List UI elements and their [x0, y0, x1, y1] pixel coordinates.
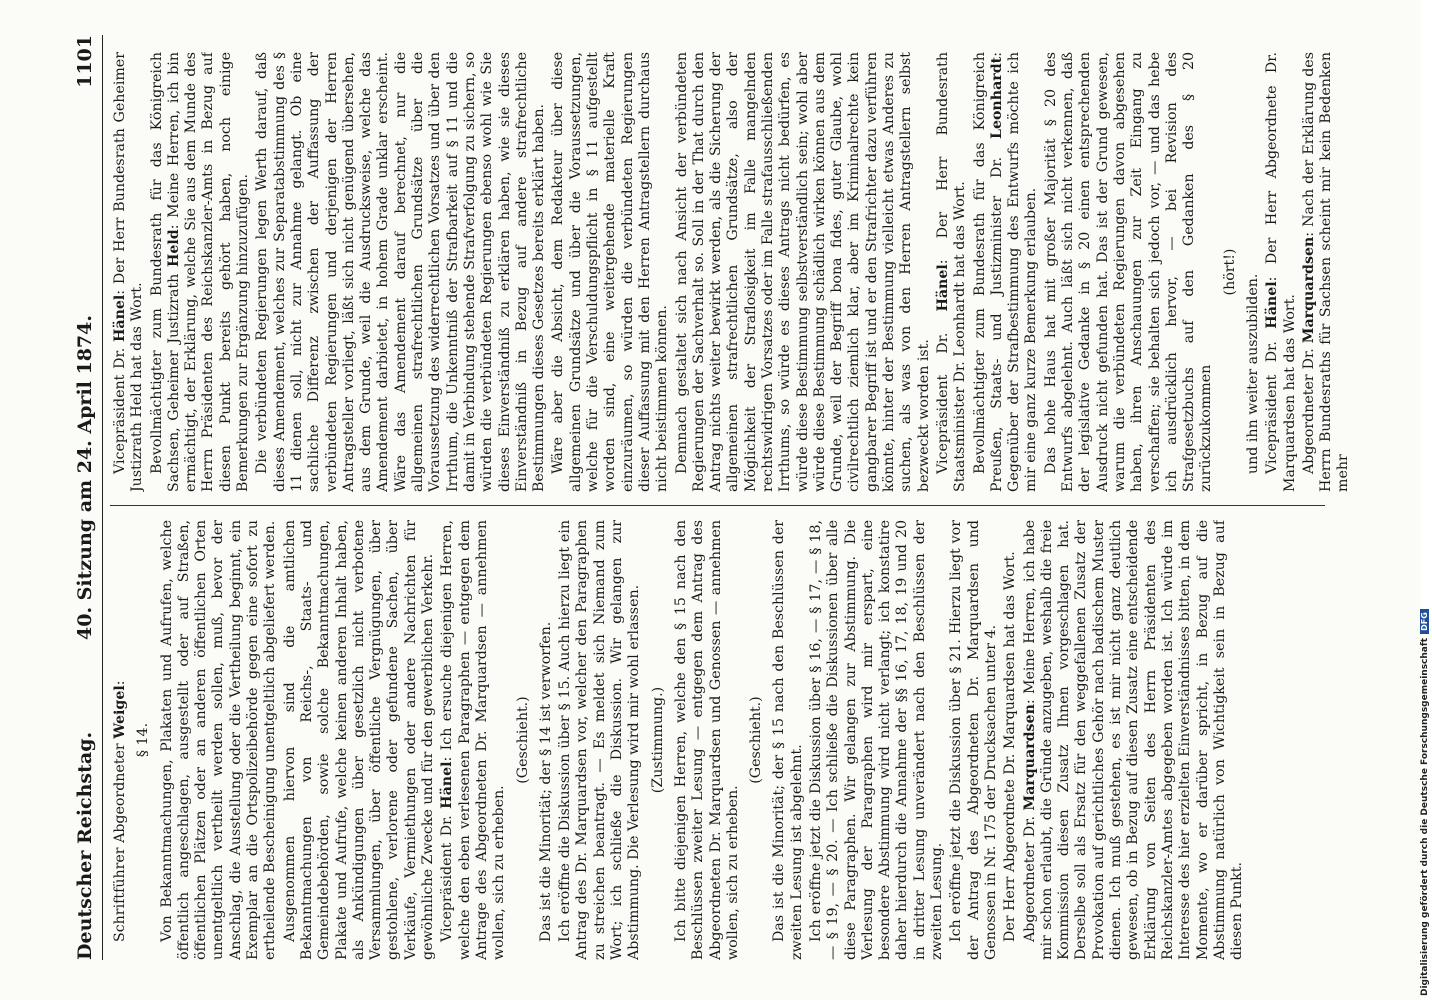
speaker-role: Schriftführer Abgeordneter	[112, 738, 128, 942]
body-paragraph: Ausgenommen hiervon sind die amtlichen Bekanntmachungen von Reichs-, Staats- und Gemeindebehörden, sowie solche Bekanntmachungen, Plakate und Aufrufe, welche keinen anderen Inhalt haben, als Ankündigungen über gesetzlich nicht verbotene Versammlungen, über öffentliche Vergnügungen, über gestohlene, verlorene oder gefundene Sachen, über Verkäufe, Vermiethungen oder andere Nachrichten für gewöhnliche Zwecke und für den gewerblichen Verkehr.	[281, 520, 437, 960]
body-paragraph: Ich eröffne jetzt die Diskussion über § 21. Hierzu liegt vor der Antrag des Abgeordneten Dr. Marquardsen und Genossen in Nr. 175 der Drucksachen unter 4.	[948, 520, 999, 960]
speaker-name: Marquardsen	[1300, 236, 1317, 344]
page-header	[72, 35, 103, 960]
dfg-credit	[1420, 6, 1430, 996]
centered-line: § 14.	[135, 722, 152, 758]
speaker-paragraph	[1264, 52, 1299, 492]
right-column	[112, 52, 1392, 492]
body-paragraph: Das ist die Minorität; der § 14 ist verworfen.	[537, 621, 554, 942]
speaker-role: Bevollmächtigter zum Bundesrath für das Königreich Sachsen, Geheimer Justizrath	[148, 52, 182, 492]
speaker-paragraph	[972, 52, 1041, 492]
body-paragraph: und ihn weiter auszubilden.	[1245, 273, 1261, 474]
body-paragraph: Die verbündeten Regierungen legen Werth darauf, daß dieses Amendement, welches zur Separatabstimmung des § 11 dienen soll, nicht zur Annahme gelangt. Ob eine sachliche Differenz zwischen der Auffassung der verbündeten Regierungen und derjenigen der Herren Antragsteller vorliegt, läßt sich nicht genügend übersehen, aus dem Grunde, weil die Ausdrucksweise, welche das Amendement darbietet, in hohem Grade unklar erscheint. Wäre das Amendement darauf berechnet, nur die allgemeinen strafrechtlichen Grundsätze über die Voraussetzung des widerrechtlichen Vorsatzes und über den Irrthum, die Unkenntniß der Strafbarkeit auf § 11 und die damit in Verbindung stehende Strafverfolgung zu sichern, so würden die verbündeten Regierungen ebenso wohl wie Sie dieses Einverständniß zu erklären haben, wie sie dieses Einverständniß in Bezug auf andere strafrechtliche Bestimmungen dieses Gesetzes bereits erklärt haben.	[254, 52, 548, 492]
speaker-paragraph	[439, 520, 508, 960]
dfg-logo: DFG	[1420, 609, 1429, 634]
speaker-role: Vicepräsident Dr.	[1264, 328, 1281, 474]
centered-line: (Geschieht.)	[514, 696, 531, 784]
speech-text: : Der Herr Abgeordnete Dr. Marquardsen hat das Wort.	[1264, 52, 1298, 492]
dfg-credit-text: Digitalisierung gefördert durch die Deutsche Forschungsgemeinschaft	[1420, 637, 1430, 996]
speech-text: : Meine Herren, ich bin ermächtigt, der Erklärung, welche Sie aus dem Munde des Herrn Präsidenten des Reichskanzler-Amts in Bezug auf diesen Punkt bereits gehört haben, noch einige Bemerkungen zur Ergänzung hinzuzufügen.	[165, 52, 252, 492]
speaker-role: Abgeordneter Dr.	[1300, 343, 1317, 474]
body-paragraph: Ich eröffne jetzt die Diskussion über § 16, — § 17, — § 18, — § 19, — § 20. — Ich schließe die Diskussionen über alle diese Paragraphen. Wir gelangen zur Abstimmung. Die Verlesung der Paragraphen wird mir erspart, eine besondere Abstimmung wird nicht verlangt; ich konstatire daher hierdurch die Annahme der §§ 16, 17, 18, 19 und 20 in dritter Lesung unverändert nach den Beschlüssen der zweiten Lesung.	[807, 520, 946, 960]
speech-text: : Der Herr Bundesrath Geheimer Justizrath Held hat das Wort.	[112, 52, 146, 492]
body-paragraph: Demnach gestaltet sich nach Ansicht der verbündeten Regierungen der Sachverhalt so. Soll in der That durch den Antrag nichts weiter bewirkt werden, als die Sicherung der allgemeinen strafrechtlichen Grundsätze, also der Möglichkeit der Straflosigkeit im Falle mangelnden rechtswidrigen Vorsatzes oder im Falle strafausschließenden Irrthums, so würde es dieses Antrags nicht bedürfen, es würde diese Bestimmung selbstverständlich sein; wohl aber würde diese Bestimmung schädlich wirken können aus dem Grunde, weil der Begriff bona fides, guter Glaube, wohl civilrechtlich ziemlich klar, aber im Kriminalrechte kein gangbarer Begriff ist und er den Strafrichter dazu verführen könnte, hinter der Bestimmung vielleicht etwas Anderes zu suchen, als was von den Herren Antragstellern selbst bezweckt worden ist.	[673, 52, 932, 492]
left-column	[112, 520, 1392, 960]
speaker-name: Marquardsen	[1021, 704, 1038, 811]
speech-text: : Gegenüber der Strafbestimmung des Entwurfs möchte ich mir eine ganz kurze Bemerkung erlauben.	[988, 52, 1040, 492]
body-paragraph: Ich eröffne die Diskussion über § 15. Auch hierzu liegt ein Antrag des Dr. Marquardsen vor, welcher den Paragraphen zu streichen beantragt. — Es meldet sich Niemand zum Wort; ich schließe die Diskussion. Wir gelangen zur Abstimmung. Die Verlesung wird mir wohl erlassen.	[557, 520, 643, 960]
speech-text: : Ich ersuche diejenigen Herren, welche den eben verlesenen Paragraphen — entgegen dem Antrage des Abgeordneten Dr. Marquardsen — annehmen wollen, sich zu erheben.	[439, 520, 508, 960]
body-paragraph: Von Bekanntmachungen, Plakaten und Aufrufen, welche öffentlich angeschlagen, ausgestellt oder auf Straßen, öffentlichen Plätzen oder an anderen öffentlichen Orten unentgeltlich vertheilt werden sollen, muß, bevor der Anschlag, die Ausstellung oder die Vertheilung beginnt, ein Exemplar an die Ortspolizeibehörde gegen eine sofort zu ertheilende Bescheinigung unentgeltlich abgeliefert werden.	[158, 520, 279, 960]
speaker-paragraph	[935, 52, 970, 492]
speaker-name: Held	[165, 229, 182, 268]
speech-text: : Meine Herren, ich habe mir schon erlaubt, die Gründe anzugeben, weshalb die freie Kommission diesen Zusatz Ihnen vorgeschlagen hat. Derselbe soll als Ersatz für den weggefallenen Zusatz der Provokation auf gerichtliches Gehör nach badischem Muster dienen. Ich muß gestehen, es ist mir nicht ganz deutlich gewesen, ob in Bezug auf diesen Zusatz eine entscheidende Erklärung von Seiten des Herrn Präsidenten des Reichskanzler-Amtes abgegeben worden ist. Ich würde im Interesse des hier erzielten Einverständnisses bitten, in dem Momente, wo er darüber spricht, in Bezug auf die Abstimmung natürlich von Wichtigkeit sein in Bezug auf diesen Punkt.	[1021, 520, 1246, 960]
speaker-name: Leonhardt	[988, 56, 1005, 140]
speech-text: : Der Herr Bundesrath Staatsminister Dr. Leonhardt hat das Wort.	[934, 52, 969, 492]
speaker-name: Hänel	[1264, 281, 1281, 329]
body-paragraph: Das ist die Minorität; der § 15 nach den Beschlüssen der zweiten Lesung ist abgelehnt.	[771, 520, 805, 960]
centered-line: (hört!)	[1221, 248, 1238, 296]
speech-text: :	[112, 680, 128, 686]
speaker-role: Bevollmächtigter zum Bundesrath für das Königreich Preußen, Staats- und Justizminister Dr.	[971, 52, 1005, 492]
body-paragraph: Ich bitte diejenigen Herren, welche den § 15 nach den Beschlüssen zweiter Lesung — entgegen dem Antrag des Abgeordneten Dr. Marquardsen und Genossen — annehmen wollen, sich zu erheben.	[672, 520, 741, 960]
speaker-paragraph	[112, 520, 129, 960]
speaker-role: Vicepräsident Dr.	[934, 311, 951, 474]
centered-line: (Zustimmung.)	[649, 686, 666, 794]
column-divider	[110, 505, 1325, 506]
speaker-paragraph	[112, 52, 147, 492]
header-journal: Deutscher Reichstag.	[74, 731, 96, 960]
speaker-role: Vicepräsident Dr.	[112, 342, 128, 474]
header-session: 40. Sitzung am 24. April 1874.	[74, 315, 96, 640]
speaker-name: Weigel	[112, 685, 128, 739]
page-number: 1101	[74, 35, 96, 88]
centered-line: (Geschieht.)	[748, 696, 765, 784]
speaker-name: Hänel	[112, 294, 128, 343]
speaker-paragraph	[1301, 52, 1353, 492]
speaker-role: Vicepräsident Dr.	[439, 808, 456, 942]
body-paragraph: Das hohe Haus hat mit großer Majorität § 20 des Entwurfs abgelehnt. Auch läßt sich nicht verkennen, daß der legislative Gedanke in § 20 einen entsprechenden Ausdruck nicht gefunden hat. Das ist der Grund gewesen, warum die verbündeten Regierungen davon abgesehen haben, ihren Anschauungen zur Zeit Eingang zu verschaffen; sie behalten sich jedoch vor, — und das hebe ich ausdrücklich hervor, — bei Revision des Strafgesetzbuchs auf den Gedanken des § 20 zurückzukommen	[1042, 52, 1215, 492]
body-paragraph: Der Herr Abgeordnete Dr. Marquardsen hat das Wort.	[1002, 551, 1019, 942]
speaker-paragraph	[1022, 520, 1247, 960]
speaker-name: Hänel	[439, 761, 456, 809]
page-content	[72, 35, 1352, 960]
speech-text: : Nach der Erklärung des Herrn Bundesraths für Sachsen scheint mir kein Bedenken mehr	[1300, 52, 1352, 492]
speaker-name: Hänel	[934, 264, 951, 312]
speaker-paragraph	[149, 52, 253, 492]
speaker-role: Abgeordneter Dr.	[1021, 810, 1038, 942]
body-paragraph: Wäre aber die Absicht, dem Redakteur über diese allgemeinen Grundsätze und über die Voraussetzungen, welche für die Verschuldungspflicht in § 11 aufgestellt worden sind, eine weitergehende materielle Kraft einzuräumen, so würden die verbündeten Regierungen dieser Auffassung mit den Herren Antragstellern durchaus nicht beistimmen können.	[550, 52, 671, 492]
